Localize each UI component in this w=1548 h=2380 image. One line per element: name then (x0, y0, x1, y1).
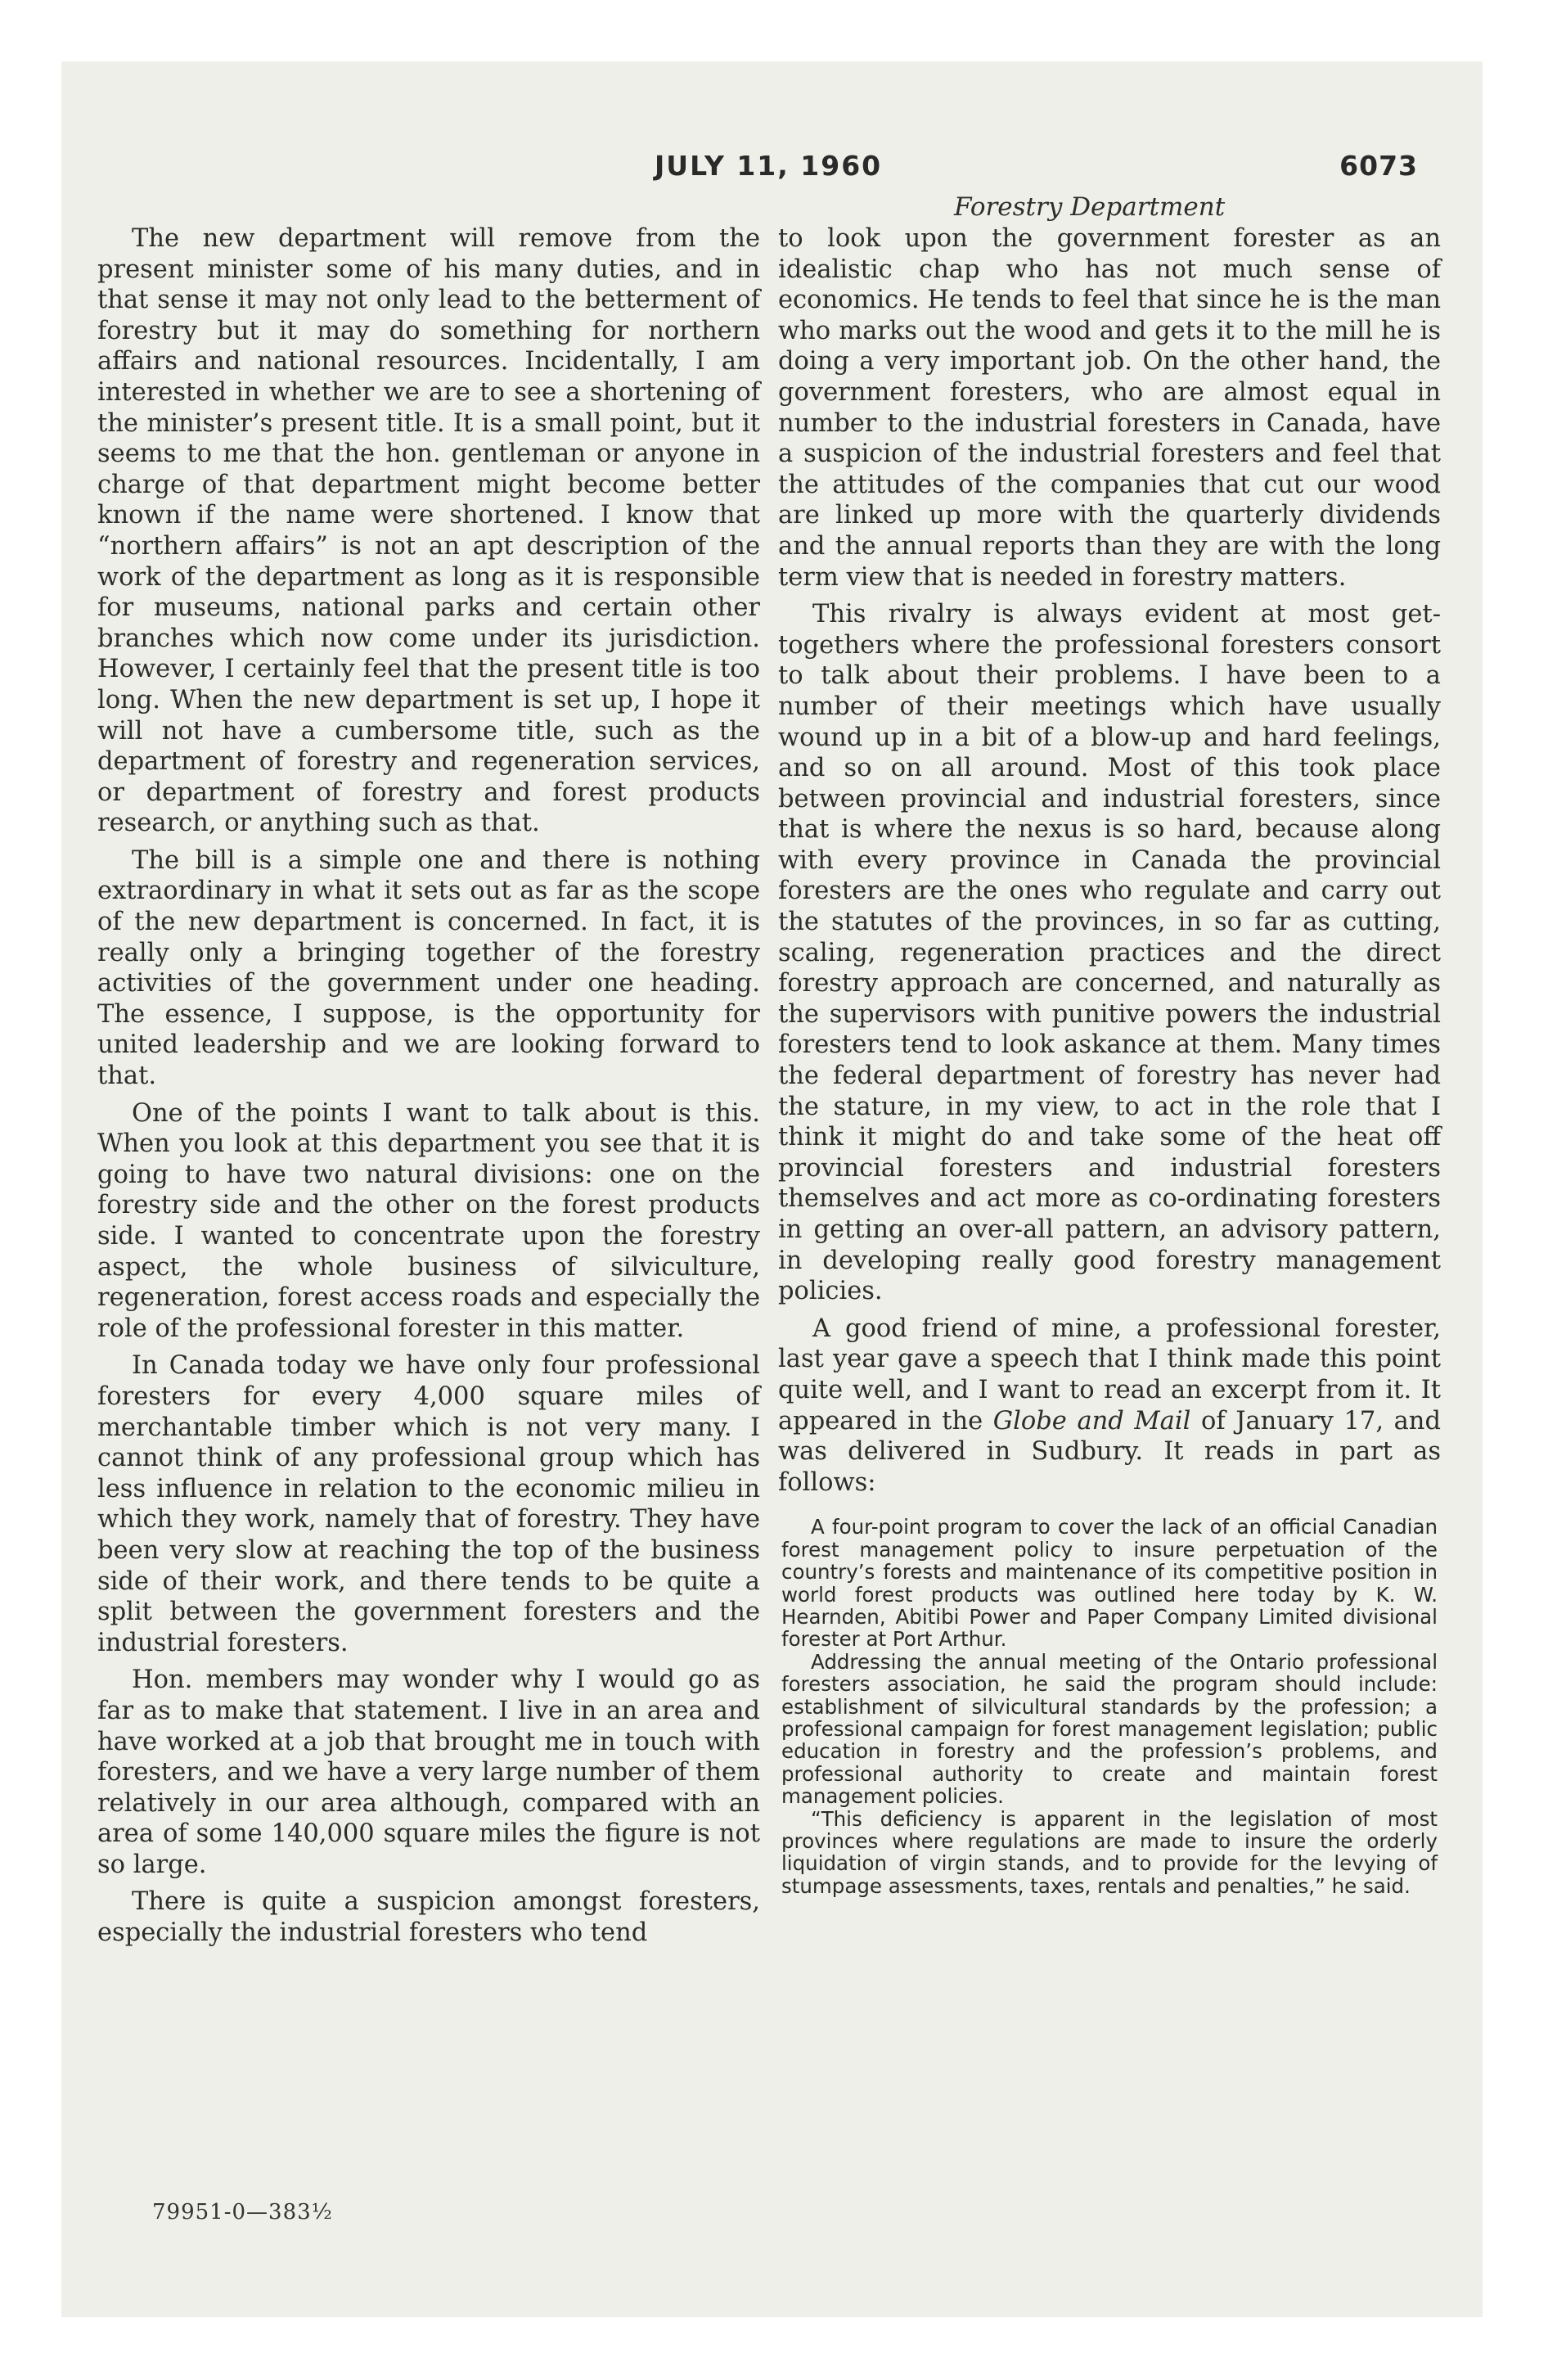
right-column (778, 223, 1441, 1897)
continued-paragraph: to look upon the government forester as an idealistic chap who has not much sense of economics. He tends to feel that since he is the man who marks out the wood and gets it to the mill he is doing a very important job. On the other hand, the government foresters, who are almost equal in number to the industrial foresters in Canada, have a suspicion of the industrial foresters and feel that the attitudes of the companies that cut our wood are linked up more with the quarterly dividends and the annual reports than they are with the long term view that is needed in forestry matters. (778, 224, 1441, 592)
quote-paragraph: A four-point program to cover the lack of an official Canadian forest management policy to insure perpetuation of the country’s forests and maintenance of its competitive position in world forest products was outlined here today by K. W. Hearnden, Abitibi Power and Paper Company Limited divisional forester at Port Arthur. (781, 1515, 1438, 1652)
paragraph: There is quite a suspicion amongst foresters, especially the industrial foresters who tend (97, 1887, 760, 1948)
paragraph: One of the points I want to talk about is this. When you look at this department you see that it is going to have two natural divisions: one on the forestry side and the other on the forest products side. I wanted to concentrate upon the forestry aspect, the whole business of silviculture, regeneration, forest access roads and especially the role of the professional forester in this matter. (97, 1098, 760, 1343)
running-head: Forestry Department (954, 192, 1226, 222)
paragraph: The new department will remove from the present minister some of his many duties, and in that sense it may not only lead to the betterment of forestry but it may do something for northern affairs and national resources. Incidentally, I am interested in whether we are to see a shortening of the minister’s present title. It is a small point, but it seems to me that the hon. gentleman or anyone in charge of that department might become better known if the name were shortened. I know that “northern affairs” is not an apt description of the work of the department as long as it is responsible for museums, national parks and certain other branches which now come under its jurisdiction. However, I certainly feel that the present title is too long. When the new department is set up, I hope it will not have a cumbersome title, such as the department of forestry and regeneration services, or department of forestry and forest products research, or anything such as that. (97, 224, 760, 838)
quote-paragraph: Addressing the annual meeting of the Ontario professional foresters association, he said the program should include: establishment of silvicultural standards by the profession; a professional campaign for forest management legislation; public education in forestry and the profession’s problems, and professional authority to create and maintain forest management policies. (781, 1649, 1438, 1809)
left-column (97, 223, 760, 1955)
hansard-page (61, 61, 1483, 2317)
paragraph-text: A good friend of mine, a professional forester, last year gave a speech that I think made this point quite well, and I want to read an excerpt from it. It appeared in the (778, 1314, 1441, 1436)
paragraph: The bill is a simple one and there is nothing extraordinary in what it sets out as far as the scope of the new department is concerned. In fact, it is really only a bringing together of the forestry activities of the government under one heading. The essence, I suppose, is the opportunity for united leadership and we are looking forward to that. (97, 845, 760, 1091)
header-date: JULY 11, 1960 (655, 150, 883, 182)
paragraph-text: of January 17, and was delivered in Sudbury. It reads in part as follows: (778, 1406, 1441, 1497)
newspaper-title: Globe and Mail (992, 1406, 1191, 1436)
printer-code: 79951-0—383½ (152, 2200, 333, 2224)
paragraph: This rivalry is always evident at most get-togethers where the professional foresters consort to talk about their problems. I have been to a number of their meetings which have usually wound up in a bit of a blow-up and hard feelings, and so on all around. Most of this took place between provincial and industrial foresters, since that is where the nexus is so hard, because along with every province in Canada the provincial foresters are the ones who regulate and carry out the statutes of the provinces, in so far as cutting, scaling, regeneration practices and the direct forestry approach are concerned, and naturally as the supervisors with punitive powers the industrial foresters tend to look askance at them. Many times the federal department of forestry has never had the stature, in my view, to act in the role that I think it might do and take some of the heat off provincial foresters and industrial foresters themselves and act more as co-ordinating foresters in getting an over-all pattern, an advisory pattern, in developing really good forestry management policies. (778, 600, 1441, 1306)
quote-paragraph: “This deficiency is apparent in the legislation of most provinces where regulations are made to insure the orderly liquidation of virgin stands, and to provide for the levying of stumpage assessments, taxes, rentals and penalties,” he said. (781, 1806, 1438, 1898)
quoted-excerpt (781, 1516, 1438, 1897)
page-header (61, 150, 1483, 191)
paragraph: In Canada today we have only four professional foresters for every 4,000 square miles of merchantable timber which is not very many. I cannot think of any professional group which has less influence in relation to the economic milieu in which they work, namely that of forestry. They have been very slow at reaching the top of the business side of their work, and there tends to be quite a split between the government foresters and the industrial foresters. (97, 1351, 760, 1657)
page-number: 6073 (1339, 150, 1418, 182)
paragraph (778, 1314, 1441, 1499)
paragraph: Hon. members may wonder why I would go as far as to make that statement. I live in an area and have worked at a job that brought me in touch with foresters, and we have a very large number of them relatively in our area although, compared with an area of some 140,000 square miles the figure is not so large. (97, 1666, 760, 1879)
